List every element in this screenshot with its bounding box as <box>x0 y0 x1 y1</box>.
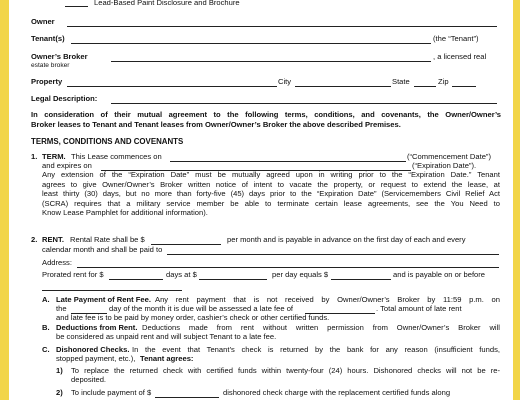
deductions-letter: B. <box>42 323 50 332</box>
broker-label: Owner’s Broker <box>31 52 88 61</box>
disclosure-checkbox-line[interactable] <box>65 6 88 7</box>
city-label: City <box>278 77 292 86</box>
zip-field[interactable] <box>452 86 476 87</box>
dishonored-text: In the event that Tenant’s check is returned by the bank for any reason (insufficient funds, <box>132 345 500 354</box>
broker-sub-label: estate broker <box>31 62 70 69</box>
prorated-total-field[interactable] <box>331 279 391 280</box>
prorated-perday-text: per day equals $ <box>272 270 329 279</box>
prorated-days-text: days at $ <box>166 270 197 279</box>
tenant-suffix: (the “Tenant”) <box>433 34 479 43</box>
owner-label: Owner <box>31 17 55 26</box>
property-label: Property <box>31 77 63 86</box>
legal-description-label: Legal Description: <box>31 94 98 103</box>
dishonored-item-1-text-2: deposited. <box>71 375 107 384</box>
commencement-date-field[interactable] <box>170 161 406 162</box>
term-expires-text: and expires on <box>42 161 92 170</box>
commencement-suffix: (“Commencement Date”) <box>407 152 491 161</box>
prorated-text: Prorated rent for $ <box>42 270 104 279</box>
late-fee-total: . Total amount of late rent <box>376 304 462 313</box>
rent-paid-to-text: calendar month and shall be paid to <box>42 245 163 254</box>
disclosure-label: Lead-Based Paint Disclosure and Brochure <box>94 0 240 7</box>
dishonored-title: Dishonored Checks. <box>56 345 130 354</box>
city-field[interactable] <box>295 86 391 87</box>
rent-address-field[interactable] <box>77 267 499 268</box>
prorated-days-field[interactable] <box>199 279 267 280</box>
zip-label: Zip <box>438 77 449 86</box>
broker-suffix: , a licensed real <box>433 52 487 61</box>
dishonored-text-2: stopped payment, etc.), <box>56 354 136 363</box>
rent-number: 2. <box>31 235 38 244</box>
rent-payee-field[interactable] <box>167 254 499 255</box>
deductions-text-2: be considered as unpaid rent and will subject Tenant to a late fee. <box>56 332 277 341</box>
rent-rate-suffix: per month and is payable in advance on the first day of each and every <box>227 235 466 244</box>
late-fee-assessed: day of the month it is due will be assessed a late fee of <box>109 304 294 313</box>
dishonored-charge-field[interactable] <box>155 397 219 398</box>
rent-rate-text: Rental Rate shall be $ <box>70 235 145 244</box>
deductions-title: Deductions from Rent. <box>56 323 138 332</box>
dishonored-item-2-text: To include payment of $ <box>71 388 152 397</box>
deductions-text: Deductions made from rent without written permission from Owner/Owner’s Broker will <box>142 323 500 332</box>
dishonored-item-1-num: 1) <box>56 366 63 375</box>
tenant-agrees: Tenant agrees: <box>140 354 194 363</box>
rent-title: RENT. <box>42 235 64 244</box>
section-heading: TERMS, CONDITIONS AND COVENANTS <box>31 137 184 146</box>
lease-document-page <box>9 0 513 400</box>
prorated-due-date-field[interactable] <box>42 290 182 291</box>
term-body: Any extension of the “Expiration Date” must be mutually agreed upon in writing prior to the “Expiration Date.” Tenant agrees to give Owner/Owner’s Broker written notice of intent to vacate the property, or request to extend the lease, at least thirty (30) days, but no more than forty-five (45) days prior to the “Expiration Date” (Servicemembers Civil Relief Act (SCRA) requires that a military service member be able to terminate certain lease agreements, see the You Need to Know Lease Pamphlet for additional information). <box>42 170 500 218</box>
term-title: TERM. <box>42 152 66 161</box>
expiration-suffix: (“Expiration Date”). <box>412 161 477 170</box>
state-label: State <box>392 77 410 86</box>
legal-description-field[interactable] <box>111 103 497 104</box>
intro-paragraph: In consideration of their mutual agreement to the following terms, conditions, and covenants, the Owner/Owner’s Broker leases to Tenant and Tenant leases from Owner/Owner’s Broker the above described Premises. <box>31 110 501 129</box>
late-fee-payment-method: and late fee is to be paid by money order, cashier’s check or other certified funds. <box>56 313 330 322</box>
term-number: 1. <box>31 152 38 161</box>
prorated-due-text: and is payable on or before <box>393 270 486 279</box>
term-commence-text: This Lease commences on <box>71 152 162 161</box>
tenant-label: Tenant(s) <box>31 34 65 43</box>
dishonored-item-2-num: 2) <box>56 388 63 397</box>
tenant-field[interactable] <box>71 43 431 44</box>
late-fee-text: Any rent payment that is not received by Owner/Owner’s Broker by 11:59 p.m. on <box>155 295 500 304</box>
prorated-rent-field[interactable] <box>109 279 163 280</box>
dishonored-item-2-text-2: dishonored check charge with the replacement certified funds along <box>223 388 451 397</box>
owner-field[interactable] <box>67 26 497 27</box>
dishonored-item-1-text: To replace the returned check with certified funds within twenty-four (24) hours. Dishonored checks will not be re- <box>71 366 500 375</box>
broker-field[interactable] <box>111 61 431 62</box>
rent-address-label: Address: <box>42 258 72 267</box>
late-fee-letter: A. <box>42 295 50 304</box>
late-fee-the: the <box>56 304 67 313</box>
property-field[interactable] <box>67 86 277 87</box>
late-fee-title: Late Payment of Rent Fee. <box>56 295 151 304</box>
state-field[interactable] <box>414 86 436 87</box>
dishonored-letter: C. <box>42 345 50 354</box>
